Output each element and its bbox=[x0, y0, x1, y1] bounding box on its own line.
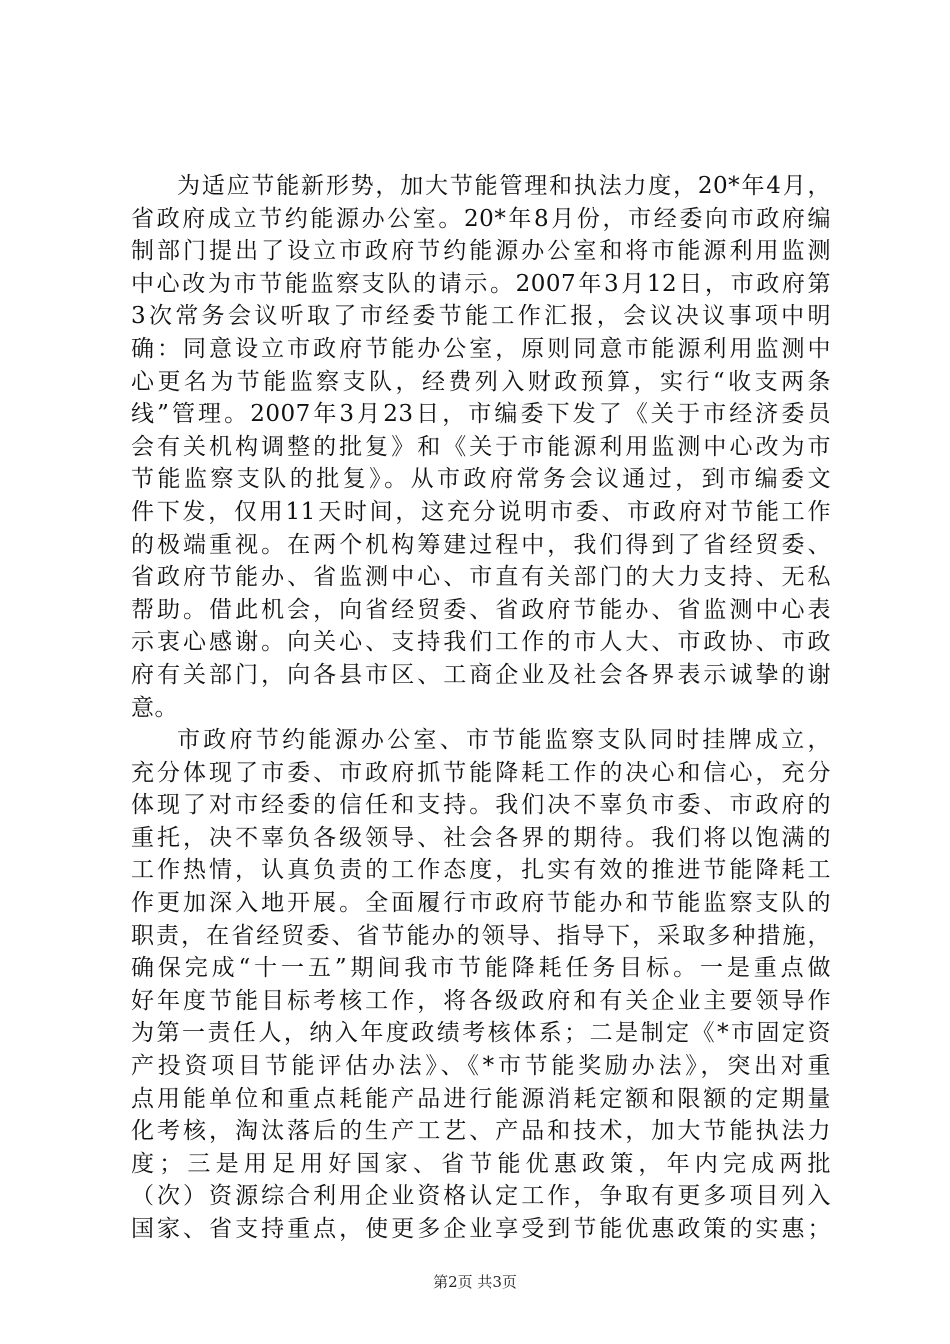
paragraph-2-line: （次）资源综合利用企业资格认定工作，争取有更多项目列入 bbox=[131, 1183, 831, 1210]
paragraph-2-line: 确保完成“十一五”期间我市节能降耗任务目标。一是重点做 bbox=[131, 955, 831, 982]
paragraph-2-line: 国家、省支持重点，使更多企业享受到节能优惠政策的实惠； bbox=[131, 1216, 831, 1242]
paragraph-1-line: 确：同意设立市政府节能办公室，原则同意市能源利用监测中 bbox=[131, 335, 831, 362]
paragraph-2-line: 点用能单位和重点耗能产品进行能源消耗定额和限额的定期量 bbox=[131, 1085, 831, 1112]
paragraph-1-line: 示衷心感谢。向关心、支持我们工作的市人大、市政协、市政 bbox=[131, 629, 831, 656]
paragraph-2-line: 为第一责任人，纳入年度政绩考核体系；二是制定《*市固定资 bbox=[131, 1020, 831, 1047]
paragraph-1-line: 的极端重视。在两个机构筹建过程中，我们得到了省经贸委、 bbox=[131, 531, 831, 558]
paragraph-2-line: 作更加深入地开展。全面履行市政府节能办和节能监察支队的 bbox=[131, 890, 831, 917]
paragraph-2-line: 工作热情，认真负责的工作态度，扎实有效的推进节能降耗工 bbox=[131, 857, 831, 884]
paragraph-2-line: 职责，在省经贸委、省节能办的领导、指导下，采取多种措施， bbox=[131, 922, 831, 949]
paragraph-2-line: 产投资项目节能评估办法》、《*市节能奖励办法》，突出对重 bbox=[131, 1053, 831, 1080]
paragraph-1-line: 省政府节能办、省监测中心、市直有关部门的大力支持、无私 bbox=[131, 564, 831, 591]
paragraph-1-line: 府有关部门，向各县市区、工商企业及社会各界表示诚挚的谢 bbox=[131, 661, 831, 688]
paragraph-2-line: 充分体现了市委、市政府抓节能降耗工作的决心和信心，充分 bbox=[131, 759, 831, 786]
paragraph-2-line: 化考核，淘汰落后的生产工艺、产品和技术，加大节能执法力 bbox=[131, 1118, 831, 1145]
paragraph-1-line: 为适应节能新形势，加大节能管理和执法力度，20*年4月， bbox=[177, 173, 831, 199]
paragraph-2-line: 度；三是用足用好国家、省节能优惠政策，年内完成两批 bbox=[131, 1150, 831, 1177]
paragraph-1-line: 省政府成立节约能源办公室。20*年8月份，市经委向市政府编 bbox=[131, 205, 831, 232]
paragraph-1-line: 节能监察支队的批复》。从市政府常务会议通过，到市编委文 bbox=[131, 466, 831, 493]
paragraph-1-line: 件下发，仅用11天时间，这充分说明市委、市政府对节能工作 bbox=[131, 498, 831, 525]
paragraph-2-line: 体现了对市经委的信任和支持。我们决不辜负市委、市政府的 bbox=[131, 792, 831, 819]
paragraph-2-line: 好年度节能目标考核工作，将各级政府和有关企业主要领导作 bbox=[131, 987, 831, 1014]
paragraph-1-line: 意。 bbox=[131, 694, 178, 721]
paragraph-2-line: 市政府节约能源办公室、市节能监察支队同时挂牌成立， bbox=[177, 727, 831, 754]
paragraph-1-line: 帮助。借此机会，向省经贸委、省政府节能办、省监测中心表 bbox=[131, 596, 831, 623]
body-text bbox=[131, 170, 831, 1246]
paragraph-1-line: 会有关机构调整的批复》和《关于市能源利用监测中心改为市 bbox=[131, 433, 831, 460]
paragraph-1-line: 心更名为节能监察支队，经费列入财政预算，实行“收支两条 bbox=[131, 368, 831, 395]
paragraph-1-line: 制部门提出了设立市政府节约能源办公室和将市能源利用监测 bbox=[131, 238, 831, 265]
paragraph-1-line: 中心改为市节能监察支队的请示。2007年3月12日，市政府第 bbox=[131, 270, 831, 297]
paragraph-1-line: 线”管理。2007年3月23日，市编委下发了《关于市经济委员 bbox=[131, 401, 831, 428]
paragraph-1-line: 3次常务会议听取了市经委节能工作汇报，会议决议事项中明 bbox=[131, 303, 831, 330]
page-footer: 第2页 共3页 bbox=[433, 1273, 517, 1291]
paragraph-2-line: 重托，决不辜负各级领导、社会各界的期待。我们将以饱满的 bbox=[131, 824, 831, 851]
